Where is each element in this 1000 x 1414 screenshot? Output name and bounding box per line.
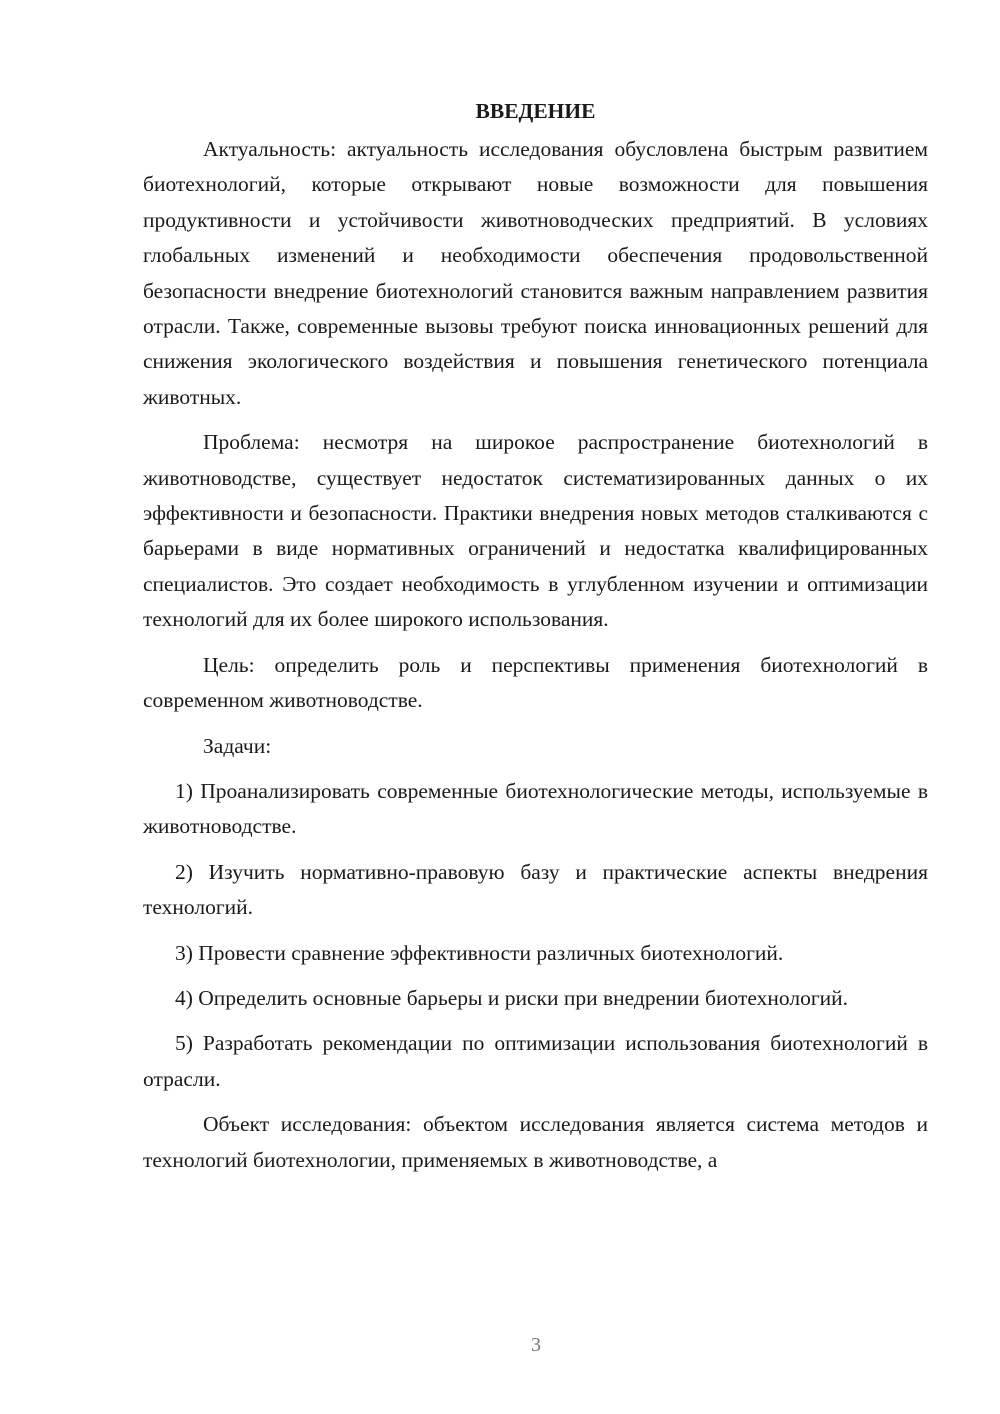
document-page	[143, 96, 928, 1188]
tasks-title: Задачи:	[203, 733, 272, 758]
object-paragraph: Объект исследования: объектом исследования является система методов и технологий биотехнологии, применяемых в животноводстве, а	[143, 1112, 928, 1172]
section-heading: ВВЕДЕНИЕ	[475, 99, 596, 123]
relevance-paragraph: Актуальность: актуальность исследования обусловлена быстрым развитием биотехнологий, которые открывают новые возможности для повышения продуктивности и устойчивости животноводческих предприятий. В условиях глобальных изменений и необходимости обеспечения продовольственной безопасности внедрение биотехнологий становится важным направлением развития отрасли. Также, современные вызовы требуют поиска инновационных решений для снижения экологического воздействия и повышения генетического потенциала животных.	[143, 137, 928, 409]
task-item-5: 5) Разработать рекомендации по оптимизации использования биотехнологий в отрасли.	[143, 1031, 928, 1091]
task-item-1: 1) Проанализировать современные биотехнологические методы, используемые в животноводстве.	[143, 778, 928, 839]
page-number: 3	[531, 1334, 541, 1356]
task-item-2: 2) Изучить нормативно-правовую базу и практические аспекты внедрения технологий.	[143, 859, 928, 920]
task-item-4: 4) Определить основные барьеры и риски при внедрении биотехнологий.	[175, 985, 849, 1010]
problem-paragraph: Проблема: несмотря на широкое распространение биотехнологий в животноводстве, существует недостаток систематизированных данных о их эффективности и безопасности. Практики внедрения новых методов сталкиваются с барьерами в виде нормативных ограничений и недостатка квалифицированных специалистов. Это создает необходимость в углубленном изучении и оптимизации технологий для их более широкого использования.	[143, 430, 928, 632]
goal-paragraph: Цель: определить роль и перспективы применения биотехнологий в современном животноводстве.	[143, 652, 928, 713]
task-item-3: 3) Провести сравнение эффективности различных биотехнологий.	[175, 940, 784, 965]
